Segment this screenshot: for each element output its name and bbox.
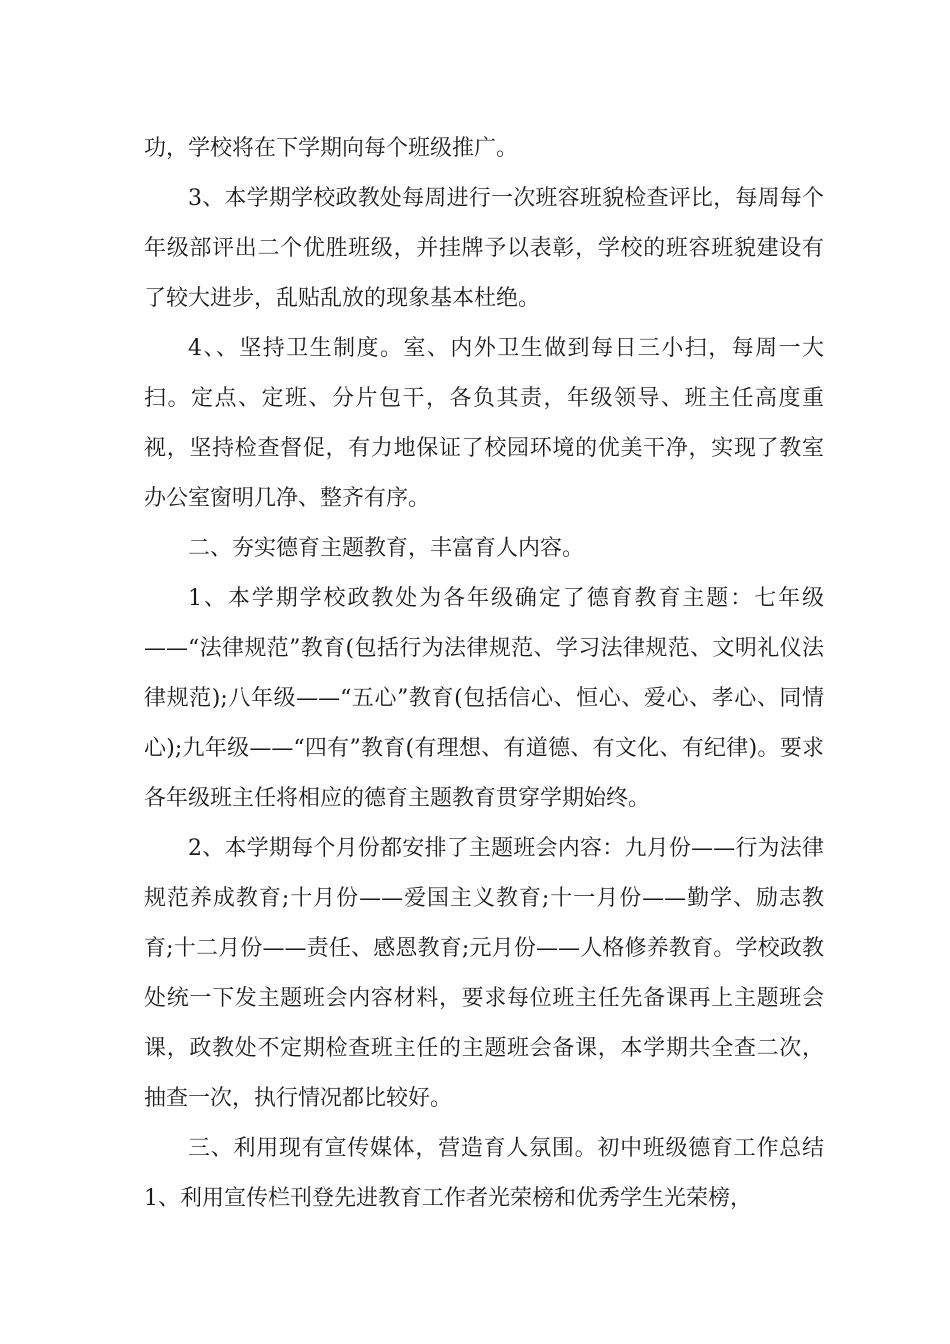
document-page (144, 124, 824, 1224)
paragraph-continuation: 功，学校将在下学期向每个班级推广。 (144, 136, 519, 161)
paragraph-grade-themes: 1、本学期学校政教处为各年级确定了德育教育主题：七年级——“法律规范”教育(包括行为法律规范、学习法律规范、文明礼仪法律规范);八年级——“五心”教育(包括信心、恒心、爱心、孝心、同情心);九年级——“四有”教育(有理想、有道德、有文化、有纪律)。要求各年级班主任将相应的德育主题教育贯穿学期始终。 (144, 586, 824, 811)
paragraph-publicity-media: 三、利用现有宣传媒体，营造育人氛围。初中班级德育工作总结1、利用宣传栏刊登先进教育工作者光荣榜和优秀学生光荣榜， (144, 1136, 824, 1211)
paragraph-class-appearance-inspection: 3、本学期学校政教处每周进行一次班容班貌检查评比，每周每个年级部评出二个优胜班级，并挂牌予以表彰，学校的班容班貌建设有了较大进步，乱贴乱放的现象基本杜绝。 (144, 186, 824, 311)
paragraph-monthly-class-meetings: 2、本学期每个月份都安排了主题班会内容：九月份——行为法律规范养成教育;十月份——爱国主义教育;十一月份——勤学、励志教育;十二月份——责任、感恩教育;元月份——人格修养教育。学校政教处统一下发主题班会内容材料，要求每位班主任先备课再上主题班会课，政教处不定期检查班主任的主题班会备课，本学期共全查二次，抽查一次，执行情况都比较好。 (144, 836, 824, 1111)
section-heading-moral-education-themes: 二、夯实德育主题教育，丰富育人内容。 (188, 536, 585, 561)
paragraph-hygiene-system: 4、、坚持卫生制度。室、内外卫生做到每日三小扫，每周一大扫。定点、定班、分片包干，各负其责，年级领导、班主任高度重视，坚持检查督促，有力地保证了校园环境的优美干净，实现了教室办公室窗明几净、整齐有序。 (144, 336, 824, 511)
